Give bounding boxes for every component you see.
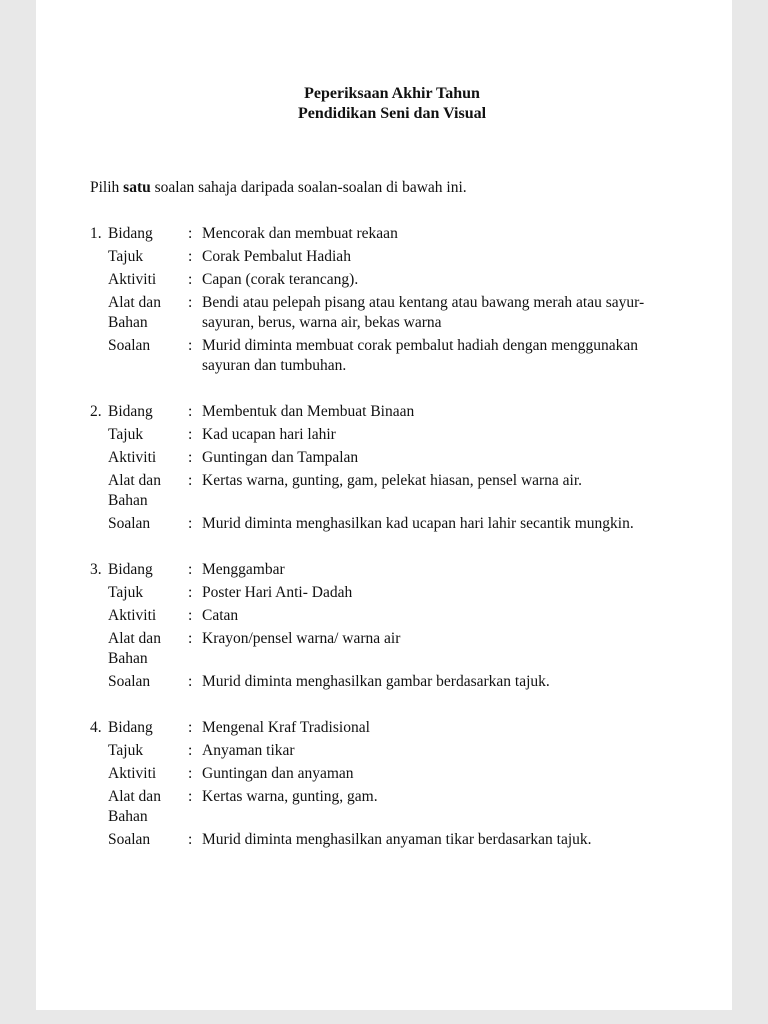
section-number: 3. xyxy=(90,561,102,578)
field-colon: : xyxy=(188,403,193,420)
field-value: Bendi atau pelepah pisang atau kentang atau bawang merah atau sayur-sayuran, berus, warna air, bekas warna xyxy=(202,294,645,331)
field-label: Tajuk xyxy=(108,742,144,759)
intro-prefix: Pilih xyxy=(90,179,124,196)
field-label: Alat dan Bahan xyxy=(108,630,161,667)
field-row xyxy=(90,629,694,669)
field-label: Soalan xyxy=(108,673,151,690)
document-title-line2: Pendidikan Seni dan Visual xyxy=(297,105,487,122)
field-value: Capan (corak terancang). xyxy=(202,271,359,288)
section-number: 2. xyxy=(90,403,102,420)
field-value: Anyaman tikar xyxy=(202,742,295,759)
field-colon: : xyxy=(188,788,193,805)
field-label: Tajuk xyxy=(108,584,144,601)
field-label: Soalan xyxy=(108,337,151,354)
field-label: Bidang xyxy=(108,403,153,420)
field-label: Alat dan Bahan xyxy=(108,788,161,825)
section-number: 1. xyxy=(90,225,102,242)
field-label: Alat dan Bahan xyxy=(108,294,161,331)
field-value: Corak Pembalut Hadiah xyxy=(202,248,351,265)
field-row xyxy=(90,560,694,580)
field-row xyxy=(90,764,694,784)
field-row xyxy=(90,247,694,267)
sections-container xyxy=(90,224,694,850)
field-label: Aktiviti xyxy=(108,271,157,288)
field-colon: : xyxy=(188,765,193,782)
question-section xyxy=(90,560,694,692)
field-colon: : xyxy=(188,561,193,578)
field-value: Kertas warna, gunting, gam, pelekat hiasan, pensel warna air. xyxy=(202,472,583,489)
field-value: Krayon/pensel warna/ warna air xyxy=(202,630,401,647)
field-row xyxy=(90,448,694,468)
section-number: 4. xyxy=(90,719,102,736)
field-label: Alat dan Bahan xyxy=(108,472,161,509)
field-label: Aktiviti xyxy=(108,607,157,624)
field-label: Aktiviti xyxy=(108,765,157,782)
field-colon: : xyxy=(188,719,193,736)
field-label: Soalan xyxy=(108,831,151,848)
field-label: Tajuk xyxy=(108,248,144,265)
field-colon: : xyxy=(188,426,193,443)
field-row xyxy=(90,741,694,761)
field-value: Menggambar xyxy=(202,561,285,578)
field-label: Bidang xyxy=(108,719,153,736)
field-colon: : xyxy=(188,225,193,242)
field-colon: : xyxy=(188,742,193,759)
question-section xyxy=(90,224,694,376)
question-section xyxy=(90,718,694,850)
field-label: Tajuk xyxy=(108,426,144,443)
field-colon: : xyxy=(188,472,193,489)
document-page xyxy=(36,0,732,1010)
field-colon: : xyxy=(188,337,193,354)
intro-text xyxy=(90,178,694,198)
field-row xyxy=(90,718,694,738)
field-value: Kertas warna, gunting, gam. xyxy=(202,788,378,805)
field-colon: : xyxy=(188,831,193,848)
field-colon: : xyxy=(188,584,193,601)
field-colon: : xyxy=(188,294,193,311)
field-value: Membentuk dan Membuat Binaan xyxy=(202,403,415,420)
field-colon: : xyxy=(188,449,193,466)
field-row xyxy=(90,471,694,511)
field-label: Soalan xyxy=(108,515,151,532)
field-label: Bidang xyxy=(108,225,153,242)
field-row xyxy=(90,336,694,376)
field-value: Kad ucapan hari lahir xyxy=(202,426,336,443)
intro-suffix: soalan sahaja daripada soalan-soalan di bawah ini. xyxy=(150,179,467,196)
field-row xyxy=(90,293,694,333)
field-row xyxy=(90,583,694,603)
field-value: Mengenal Kraf Tradisional xyxy=(202,719,370,736)
field-colon: : xyxy=(188,248,193,265)
field-row xyxy=(90,606,694,626)
question-section xyxy=(90,402,694,534)
field-row xyxy=(90,830,694,850)
field-row xyxy=(90,672,694,692)
field-row xyxy=(90,787,694,827)
field-colon: : xyxy=(188,607,193,624)
field-colon: : xyxy=(188,673,193,690)
field-value: Poster Hari Anti- Dadah xyxy=(202,584,353,601)
field-row xyxy=(90,425,694,445)
field-colon: : xyxy=(188,271,193,288)
field-colon: : xyxy=(188,630,193,647)
field-row xyxy=(90,270,694,290)
field-row xyxy=(90,224,694,244)
field-value: Catan xyxy=(202,607,239,624)
field-value: Guntingan dan anyaman xyxy=(202,765,354,782)
field-value: Guntingan dan Tampalan xyxy=(202,449,359,466)
field-colon: : xyxy=(188,515,193,532)
field-value: Murid diminta menghasilkan anyaman tikar berdasarkan tajuk. xyxy=(202,831,592,848)
field-value: Murid diminta membuat corak pembalut hadiah dengan menggunakan sayuran dan tumbuhan. xyxy=(202,337,639,374)
field-value: Murid diminta menghasilkan kad ucapan hari lahir secantik mungkin. xyxy=(202,515,634,532)
field-row xyxy=(90,514,694,534)
field-label: Bidang xyxy=(108,561,153,578)
field-value: Murid diminta menghasilkan gambar berdasarkan tajuk. xyxy=(202,673,550,690)
field-value: Mencorak dan membuat rekaan xyxy=(202,225,398,242)
field-row xyxy=(90,402,694,422)
document-title-line1: Peperiksaan Akhir Tahun xyxy=(304,85,480,102)
intro-bold-word: satu xyxy=(123,179,151,196)
field-label: Aktiviti xyxy=(108,449,157,466)
